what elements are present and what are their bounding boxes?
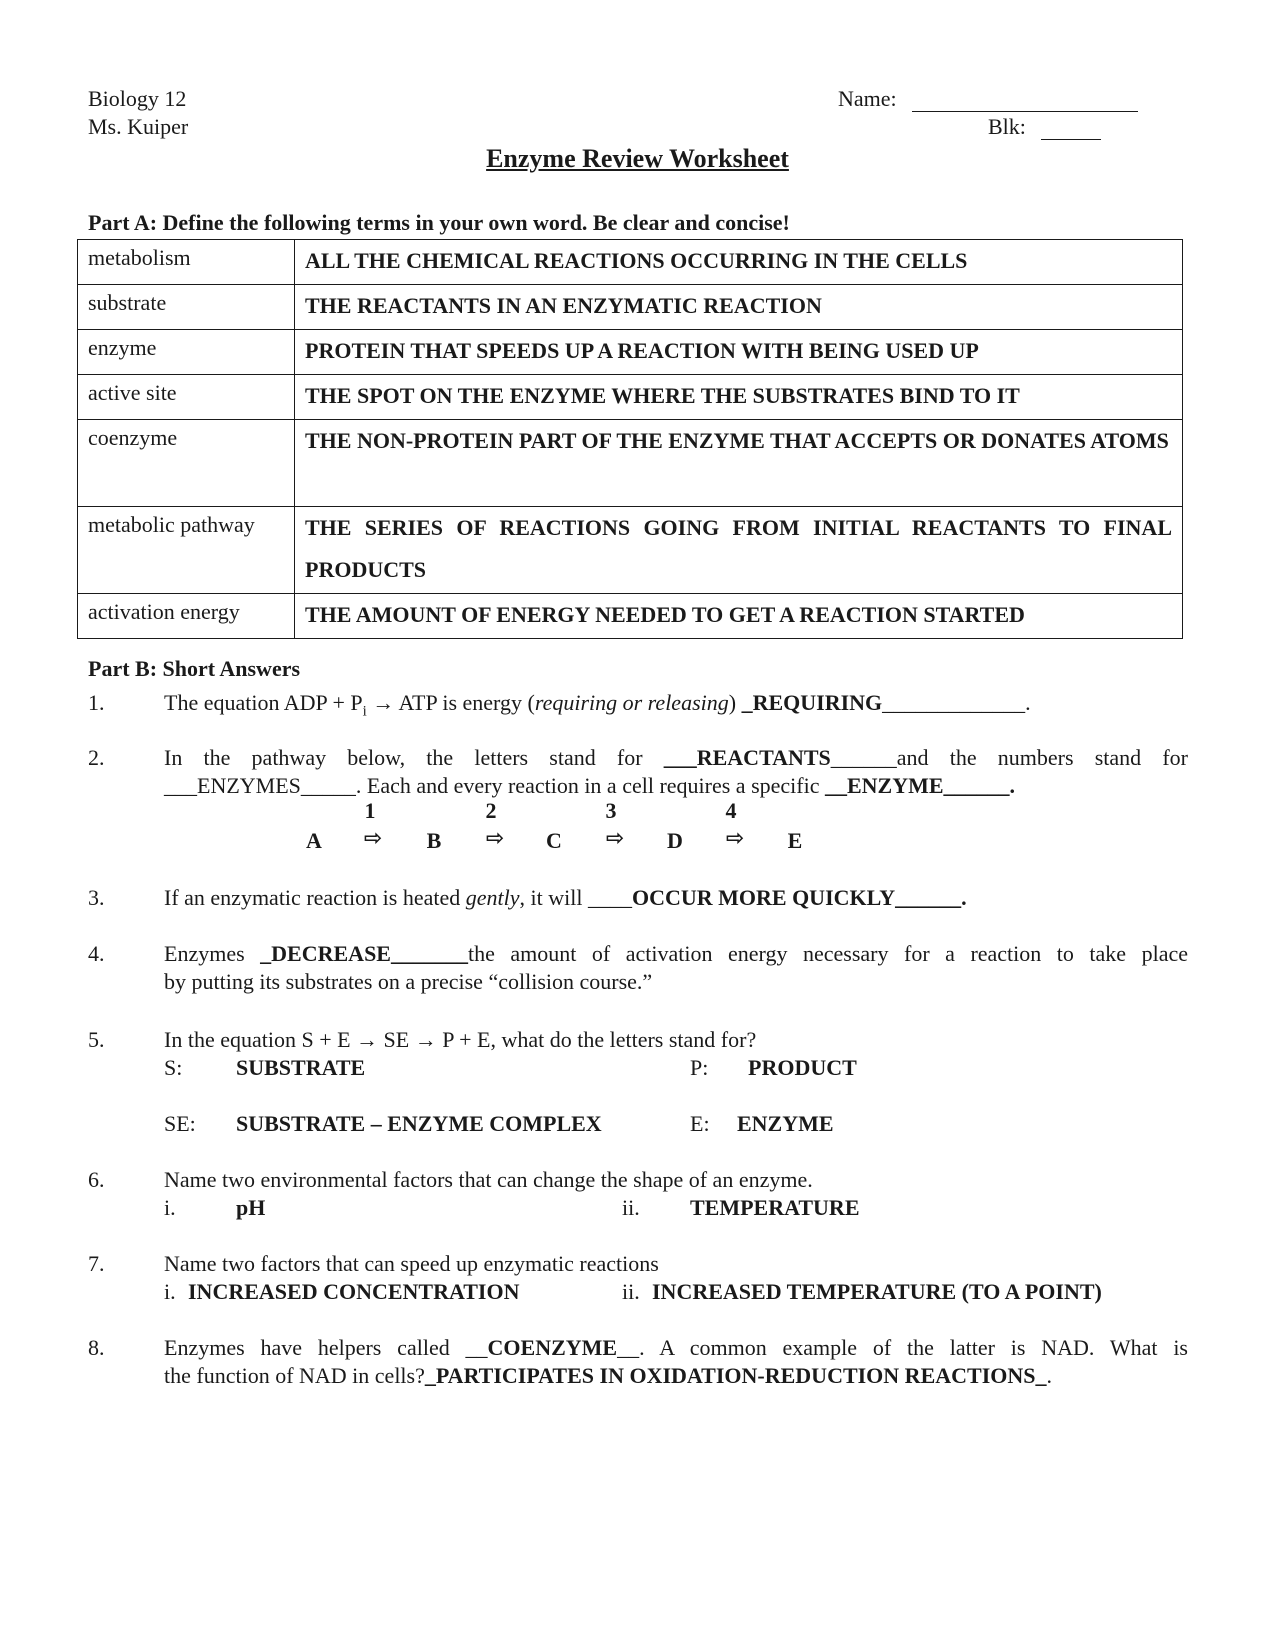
q2-line-1	[164, 745, 1188, 771]
q2-answer-letters[interactable]: ___REACTANTS	[663, 745, 831, 770]
term-cell: enzyme	[78, 330, 295, 375]
q1-tail: _____________.	[882, 690, 1031, 715]
e-label: E:	[690, 1111, 710, 1136]
q8-line-1	[164, 1335, 1188, 1361]
part-b-heading: Part B: Short Answers	[88, 656, 301, 681]
question-number: 8.	[88, 1335, 105, 1360]
table-row	[78, 240, 1183, 285]
q7-answer-i[interactable]: INCREASED CONCENTRATION	[188, 1279, 520, 1304]
se-answer[interactable]: SUBSTRATE – ENZYME COMPLEX	[236, 1111, 602, 1136]
q1-text-c: )	[728, 690, 742, 715]
question-1	[164, 690, 1031, 720]
q3-answer[interactable]: OCCUR MORE QUICKLY______.	[631, 885, 967, 910]
p-answer[interactable]: PRODUCT	[748, 1055, 857, 1080]
q1-subscript: i	[362, 703, 367, 720]
q8-line-2	[164, 1363, 1052, 1389]
p-label: P:	[690, 1055, 709, 1080]
q8-answer-nad[interactable]: _PARTICIPATES IN OXIDATION-REDUCTION REACTIONS_	[424, 1363, 1047, 1388]
part-a-heading: Part A: Define the following terms in your own word. Be clear and concise!	[88, 210, 790, 235]
term-cell: metabolism	[78, 240, 295, 285]
pathway-letter: D	[667, 828, 683, 853]
q1-italic: requiring or releasing	[534, 690, 729, 715]
question-number: 4.	[88, 941, 105, 966]
definition-cell: PROTEIN THAT SPEEDS UP A REACTION WITH BEING USED UP	[295, 330, 1183, 375]
q4-line-2: by putting its substrates on a precise “collision course.”	[164, 969, 653, 994]
se-label: SE:	[164, 1111, 196, 1136]
course-name: Biology 12	[88, 86, 187, 111]
pathway-number: 3	[605, 798, 617, 823]
definitions-table	[77, 239, 1183, 639]
ii-label: ii.	[622, 1279, 640, 1304]
definition-cell: THE REACTANTS IN AN ENZYMATIC REACTION	[295, 285, 1183, 330]
question-number: 1.	[88, 690, 105, 715]
q4-line1-b: the amount of activation energy necessary for a reaction to take place	[467, 941, 1188, 966]
q2-line-2	[164, 773, 1015, 799]
q1-text-a: The equation ADP + P	[164, 690, 363, 715]
question-3	[164, 885, 967, 911]
q1-text-b: → ATP is energy (	[366, 690, 535, 715]
definition-cell: THE SERIES OF REACTIONS GOING FROM INITIAL REACTANTS TO FINAL PRODUCTS	[295, 507, 1183, 594]
term-cell: metabolic pathway	[78, 507, 295, 594]
q3-italic: gently	[465, 885, 520, 910]
q7-answer-ii[interactable]: INCREASED TEMPERATURE (TO A POINT)	[652, 1279, 1102, 1304]
s-label: S:	[164, 1055, 183, 1080]
term-cell: active site	[78, 375, 295, 420]
q4-line1-a: Enzymes	[164, 941, 261, 966]
table-row	[78, 285, 1183, 330]
table-row	[78, 507, 1183, 594]
q8-line2-b: .	[1046, 1363, 1052, 1388]
q8-line2-a: the function of NAD in cells?	[164, 1363, 425, 1388]
definition-cell: ALL THE CHEMICAL REACTIONS OCCURRING IN THE CELLS	[295, 240, 1183, 285]
right-arrow-icon: ⇨	[725, 826, 745, 851]
pathway-letter: E	[787, 828, 803, 853]
pathway-number: 2	[485, 798, 497, 823]
right-arrow-icon: ⇨	[485, 826, 505, 851]
question-5: In the equation S + E → SE → P + E, what do the letters stand for?	[164, 1027, 757, 1052]
pathway-number: 1	[364, 798, 376, 823]
question-number: 5.	[88, 1027, 105, 1052]
q8-line1-b: __. A common example of the latter is NAD. What is	[617, 1335, 1188, 1360]
q2-line1-b: ______and the numbers stand for	[830, 745, 1189, 770]
term-cell: coenzyme	[78, 420, 295, 507]
q8-line1-a: Enzymes have helpers called __	[164, 1335, 488, 1360]
q2-line1-a: In the pathway below, the letters stand for	[164, 745, 643, 770]
ii-label: ii.	[622, 1195, 640, 1220]
pathway-letter: A	[306, 828, 322, 853]
i-label: i.	[164, 1195, 176, 1220]
right-arrow-icon: ⇨	[605, 826, 625, 851]
blk-blank[interactable]	[1041, 119, 1101, 140]
q3-text-a: If an enzymatic reaction is heated	[164, 885, 466, 910]
q3-text-b: , it will ____	[519, 885, 632, 910]
table-row	[78, 375, 1183, 420]
name-field[interactable]	[838, 86, 1138, 112]
pathway-letter: C	[546, 828, 562, 853]
definition-cell: THE AMOUNT OF ENERGY NEEDED TO GET A REACTION STARTED	[295, 594, 1183, 639]
block-field[interactable]	[988, 114, 1101, 140]
table-row	[78, 594, 1183, 639]
blk-label: Blk:	[988, 114, 1026, 139]
definition-cell: THE NON-PROTEIN PART OF THE ENZYME THAT ACCEPTS OR DONATES ATOMS	[295, 420, 1183, 507]
e-answer[interactable]: ENZYME	[737, 1111, 834, 1136]
pathway-letter: B	[426, 828, 442, 853]
q8-answer-helpers[interactable]: COENZYME	[487, 1335, 618, 1360]
q4-line-1	[164, 941, 1188, 967]
q6-answer-i[interactable]: pH	[236, 1195, 266, 1220]
q1-answer[interactable]: _REQUIRING	[741, 690, 883, 715]
term-cell: substrate	[78, 285, 295, 330]
question-6: Name two environmental factors that can change the shape of an enzyme.	[164, 1167, 813, 1192]
table-row	[78, 330, 1183, 375]
question-number: 2.	[88, 745, 105, 770]
question-number: 3.	[88, 885, 105, 910]
q4-answer[interactable]: _DECREASE_______	[260, 941, 468, 966]
s-answer[interactable]: SUBSTRATE	[236, 1055, 366, 1080]
question-7: Name two factors that can speed up enzymatic reactions	[164, 1251, 659, 1276]
i-label: i.	[164, 1279, 176, 1304]
definition-cell: THE SPOT ON THE ENZYME WHERE THE SUBSTRATES BIND TO IT	[295, 375, 1183, 420]
question-number: 7.	[88, 1251, 105, 1276]
q6-answer-ii[interactable]: TEMPERATURE	[690, 1195, 860, 1220]
pathway-number: 4	[725, 798, 737, 823]
term-cell: activation energy	[78, 594, 295, 639]
q2-line2-a: ___ENZYMES_____. Each and every reaction in a cell requires a specific	[164, 773, 825, 798]
q2-answer-enzyme[interactable]: __ENZYME______.	[824, 773, 1016, 798]
table-row	[78, 420, 1183, 507]
name-blank[interactable]	[912, 91, 1138, 112]
teacher-name: Ms. Kuiper	[88, 114, 189, 139]
question-number: 6.	[88, 1167, 105, 1192]
right-arrow-icon: ⇨	[363, 826, 383, 851]
page-title: Enzyme Review Worksheet	[486, 144, 789, 173]
name-label: Name:	[838, 86, 897, 111]
